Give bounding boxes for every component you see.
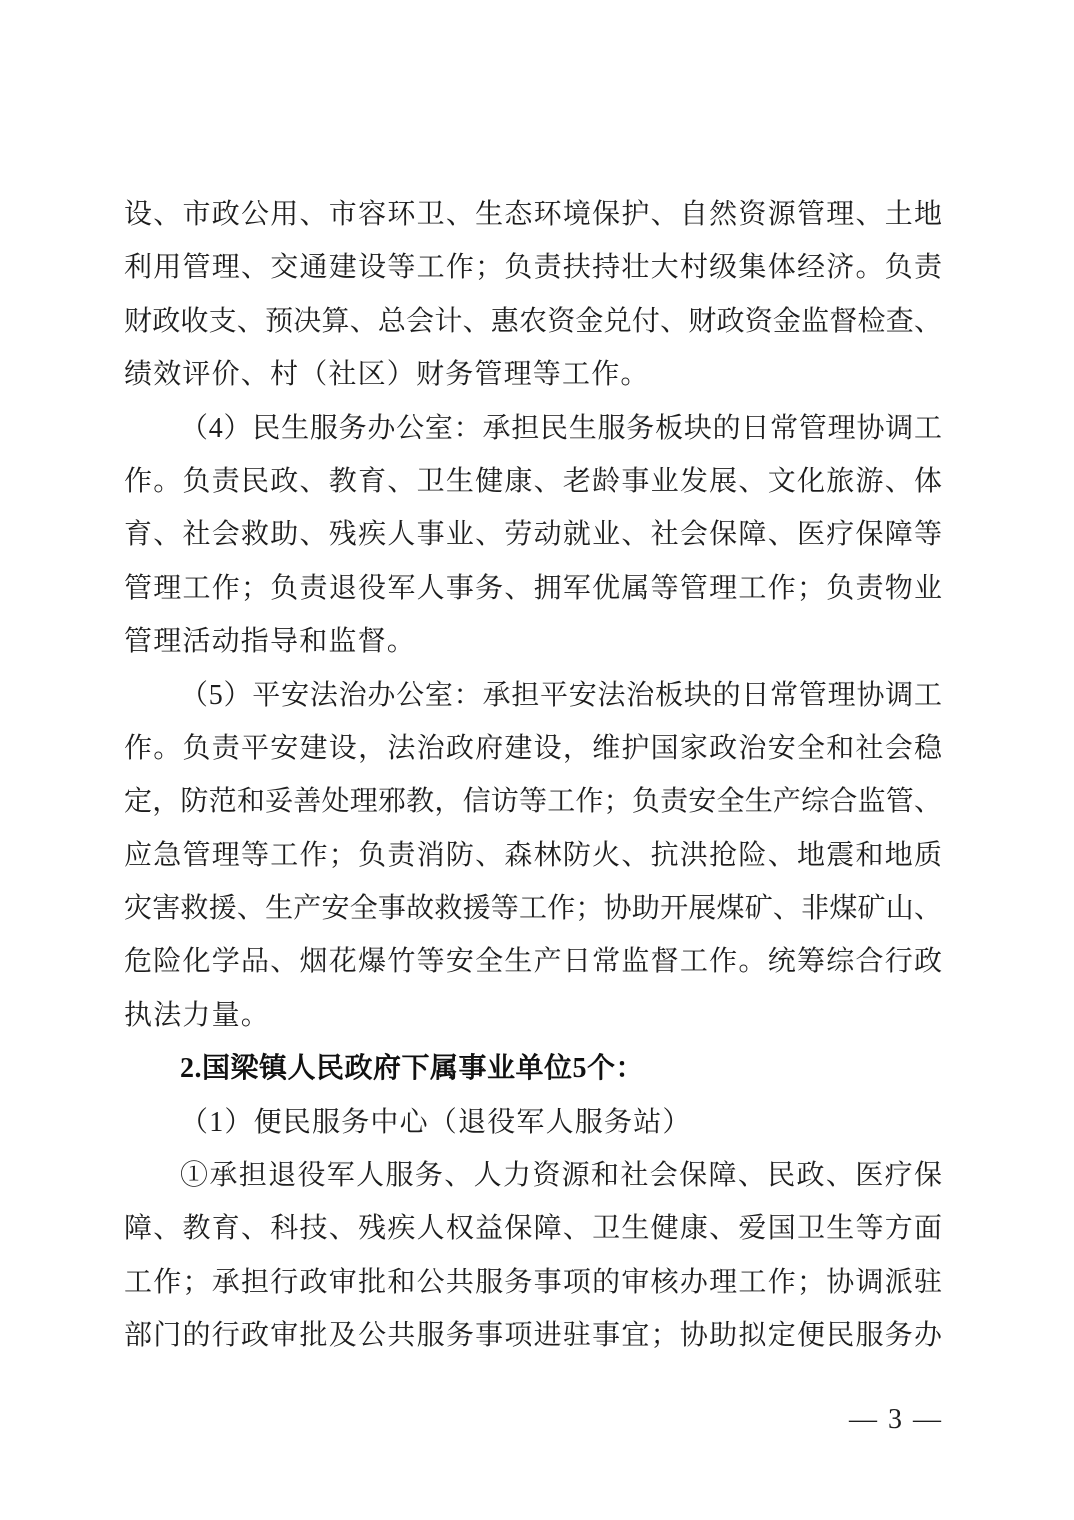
text-line: 管理工作；负责退役军人事务、拥军优属等管理工作；负责物业 [124, 572, 942, 604]
text-line: 作。负责民政、教育、卫生健康、老龄事业发展、文化旅游、体 [124, 465, 942, 497]
text-line: （4）民生服务办公室：承担民生服务板块的日常管理协调工 [180, 412, 942, 444]
page-number: — 3 — [849, 1404, 943, 1435]
text-line: ①承担退役军人服务、人力资源和社会保障、民政、医疗保 [180, 1160, 942, 1192]
text-line: 财政收支、预决算、总会计、惠农资金兑付、财政资金监督检查、 [124, 305, 942, 337]
text-line: 设、市政公用、市容环卫、生态环境保护、自然资源管理、土地 [124, 199, 942, 230]
text-line: 障、教育、科技、残疾人权益保障、卫生健康、爱国卫生等方面 [124, 1213, 942, 1245]
text-line: 危险化学品、烟花爆竹等安全生产日常监督工作。统筹综合行政 [124, 946, 942, 978]
text-line: 定，防范和妥善处理邪教，信访等工作；负责安全生产综合监管、 [124, 786, 942, 818]
text-line: 绩效评价、村（社区）财务管理等工作。 [124, 359, 650, 391]
text-line: 工作；承担行政审批和公共服务事项的审核办理工作；协调派驻 [124, 1266, 942, 1298]
document-body [124, 188, 942, 1363]
text-line: 管理活动指导和监督。 [124, 626, 417, 658]
heading-line: 2.国梁镇人民政府下属事业单位5个： [180, 1053, 645, 1085]
text-line: 执法力量。 [124, 999, 271, 1031]
text-line: （1）便民服务中心（退役军人服务站） [180, 1106, 692, 1138]
text-line: 灾害救援、生产安全事故救援等工作；协助开展煤矿、非煤矿山、 [124, 893, 942, 925]
text-line: 作。负责平安建设，法治政府建设，维护国家政治安全和社会稳 [124, 732, 942, 764]
text-line: 利用管理、交通建设等工作；负责扶持壮大村级集体经济。负责 [124, 252, 942, 284]
text-line: （5）平安法治办公室：承担平安法治板块的日常管理协调工 [180, 679, 942, 711]
text-line: 育、社会救助、残疾人事业、劳动就业、社会保障、医疗保障等 [124, 519, 942, 551]
text-line: 应急管理等工作；负责消防、森林防火、抗洪抢险、地震和地质 [124, 839, 942, 871]
text-line: 部门的行政审批及公共服务事项进驻事宜；协助拟定便民服务办 [124, 1320, 942, 1352]
